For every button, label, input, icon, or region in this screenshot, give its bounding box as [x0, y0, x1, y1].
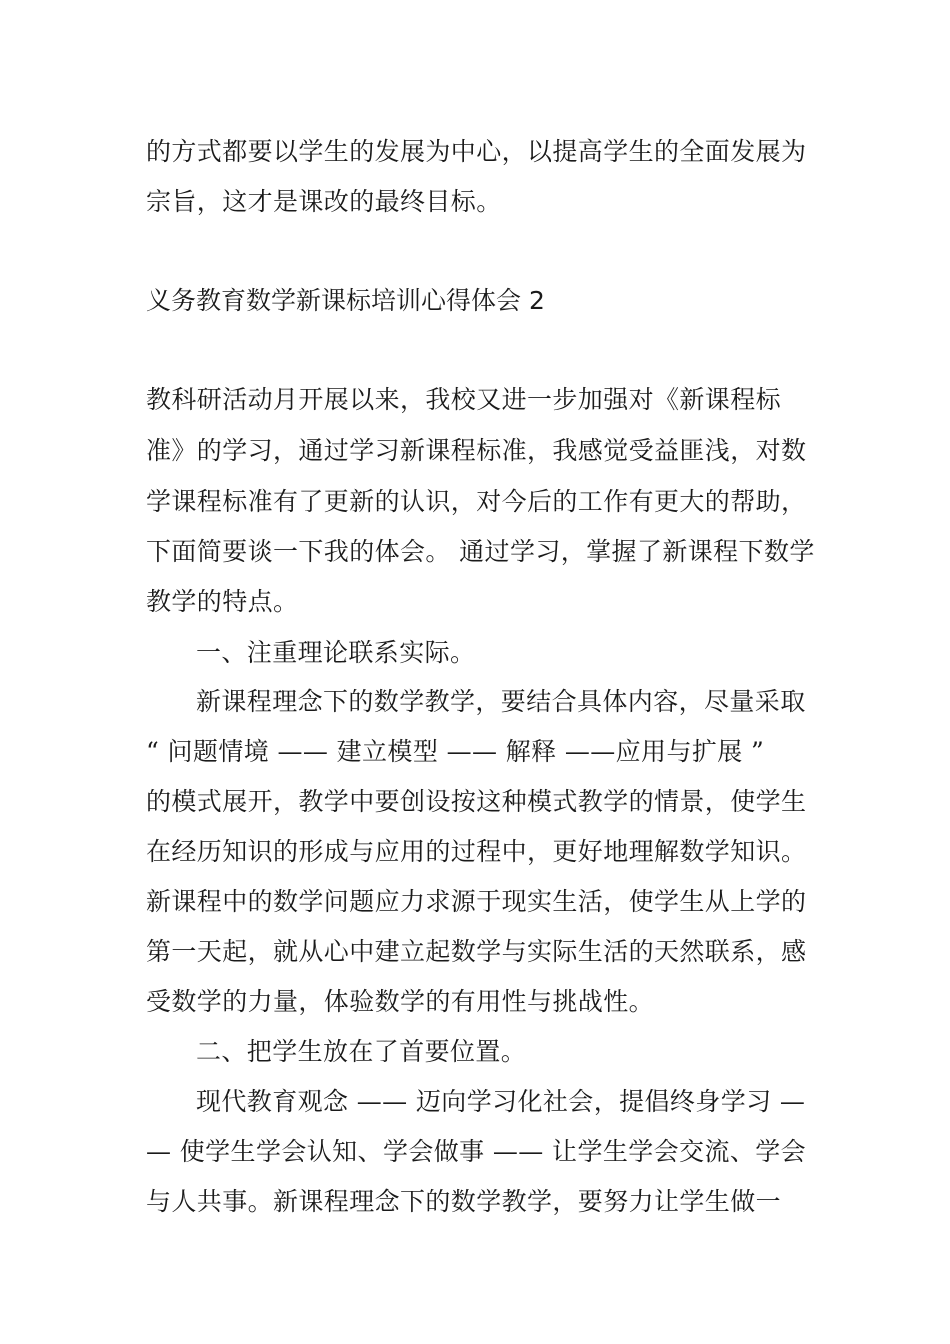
paragraph-line-15: 与人共事。新课程理念下的数学教学，要努力让学生做一 [146, 1187, 782, 1216]
paragraph-line-2: 准》的学习，通过学习新课程标准，我感觉受益匪浅，对数 [146, 436, 807, 465]
paragraph-line-5: 教学的特点。 [146, 587, 299, 616]
paragraph-line-9: 在经历知识的形成与应用的过程中，更好地理解数学知识。 [146, 837, 807, 866]
intro-line-2: 宗旨，这才是课改的最终目标。 [146, 187, 502, 216]
paragraph-line-11: 第一天起，就从心中建立起数学与实际生活的天然联系，感 [146, 937, 807, 966]
subheading-1: 一、注重理论联系实际。 [196, 638, 476, 667]
paragraph-line-14: — 使学生学会认知、学会做事 —— 让学生学会交流、学会 [146, 1137, 807, 1166]
paragraph-line-10: 新课程中的数学问题应力求源于现实生活，使学生从上学的 [146, 887, 807, 916]
paragraph-line-3: 学课程标准有了更新的认识，对今后的工作有更大的帮助， [146, 487, 807, 516]
subheading-2: 二、把学生放在了首要位置。 [196, 1037, 527, 1066]
paragraph-line-4: 下面简要谈一下我的体会。 通过学习，掌握了新课程下数学 [146, 537, 815, 566]
paragraph-line-1: 教科研活动月开展以来，我校又进一步加强对《新课程标 [146, 385, 782, 414]
paragraph-line-13: 现代教育观念 —— 迈向学习化社会，提倡终身学习 — [196, 1087, 806, 1116]
paragraph-line-8: 的模式展开，教学中要创设按这种模式教学的情景，使学生 [146, 787, 807, 816]
paragraph-line-6: 新课程理念下的数学教学，要结合具体内容，尽量采取 [196, 687, 806, 716]
paragraph-line-12: 受数学的力量，体验数学的有用性与挑战性。 [146, 987, 655, 1016]
paragraph-line-7: “ 问题情境 —— 建立模型 —— 解释 ——应用与扩展 ” [146, 737, 765, 766]
intro-line-1: 的方式都要以学生的发展为中心，以提高学生的全面发展为 [146, 137, 807, 166]
section-heading: 义务教育数学新课标培训心得体会 2 [146, 286, 545, 315]
